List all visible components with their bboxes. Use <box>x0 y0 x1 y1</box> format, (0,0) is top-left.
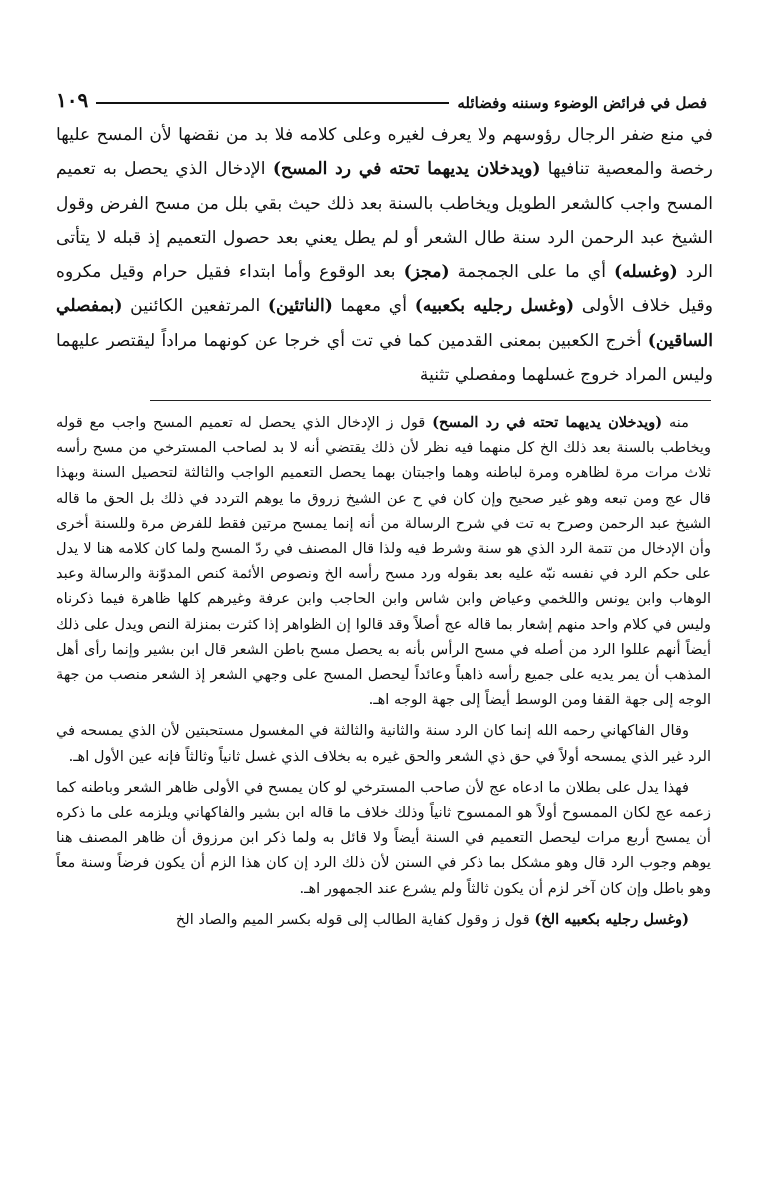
body-text: الإدخال الذي يحصل به تعميم المسح واجب كالشعر الطويل ويخاطب بالسنة بعد ذلك حيث بقي بلل من مسح الفرض وقول الشيخ عبد الرحمن الرد سنة طال الشعر أو لم يطل يعني بعد حصول التعميم إذ قبله لا يتأتى الرد <box>56 159 713 283</box>
body-text: قول ز وقول كفاية الطالب إلى قوله بكسر الميم والصاد الخ <box>175 910 535 928</box>
note-paragraph <box>56 775 711 901</box>
commentary-notes <box>56 410 711 938</box>
lemma-text: (بمفصلي الساقين) <box>56 296 713 351</box>
note-paragraph <box>56 907 711 932</box>
body-text: أي معهما <box>332 296 415 317</box>
lemma-text: (ويدخلان يديهما تحته في رد المسح) <box>272 159 541 180</box>
lemma-text: (وغسل رجليه بكعبيه) <box>414 296 575 317</box>
lemma-text: (ويدخلان يديهما تحته في رد المسح) <box>432 414 663 431</box>
chapter-title: فصل في فرائض الوضوء وسننه وفضائله <box>449 94 707 112</box>
body-text: قول ز الإدخال الذي يحصل له تعميم المسح واجب مع قوله ويخاطب بالسنة بعد ذلك الخ كل منهما فيه نظر لأن ذلك يقتضي أنه لا بد لصاحب المسترخي من مسح رأسه ثلاث مرات مرة لظاهره ومرة لباطنه وهما واجبتان بهما يحصل التعميم الواجب والثالثة لتحصيل السنة وبهذا قال عج ومن تبعه وهو غير صحيح وإن كان في ح عن الشيخ زروق ما يوهم التردد في ذلك بل الحق ما قاله الشيخ عبد الرحمن وصرح به تت في شرح الرسالة من أنه إنما يمسح مرتين فقط للفرض مرة وللسنة أخرى وأن الإدخال من تتمة الرد الذي هو سنة وشرط فيه ولذا قال المصنف في ردّ المسح ولما كان كلامه هنا لا يدل على حكم الرد في نفسه نبّه عليه بعد بقوله ورد مسح رأسه الخ ونصوص الأئمة كنص المدوّنة والرسالة وعبد الوهاب وابن يونس واللخمي وعياض وابن شاس وابن الحاجب وابن عرفة وغيرهم كلها ظاهرة فيما ذكرناه وليس في كلام واحد منهم إشعار بما قاله عج أصلاً وقد قالوا إن الظواهر إذا كثرت بمنزلة النص ويدل على ذلك أيضاً أنهم عللوا الرد من أصله في مسح الرأس بأنه به يحصل مسح باطن الشعر قال ابن بشير وإنما رأى أهل المذهب أن يمر يديه على جميع رأسه ذاهباً وعائداً ليحصل المسح على وجهي الشعر إذ الشعر منصب من جهة الوجه إلى جهة القفا ومن الوسط أيضاً إلى جهة الوجه اهـ. <box>56 414 711 709</box>
note-paragraph <box>56 410 711 712</box>
lemma-text: (وغسل رجليه بكعبيه الخ) <box>534 910 689 928</box>
body-text: أي ما على الجمجمة <box>449 262 614 283</box>
footnote-separator <box>150 400 711 401</box>
body-text: المرتفعين الكائنين <box>122 296 268 317</box>
body-text: في منع ضفر الرجال رؤوسهم ولا يعرف لغيره وعلى كلامه فلا بد من نقضها لأن المسح عليها رخصة والمعصية تنافيها <box>56 125 713 180</box>
body-text: أخرج الكعبين بمعنى القدمين كما في تت أي خرجا عن كونهما مراداً ليقتصر عليهما وليس المراد خروج غسلهما ومفصلي تثنية <box>56 330 713 386</box>
running-header <box>56 72 707 112</box>
body-text: بعد الوقوع وأما ابتداء فقيل حرام وقيل مكروه وقيل خلاف الأولى <box>56 262 714 317</box>
body-text: منه <box>662 414 690 431</box>
lemma-text: (مجز) <box>403 262 450 283</box>
lemma-text: (الناتئين) <box>267 296 333 317</box>
lemma-text: (وغسله) <box>614 262 678 283</box>
body-text: فهذا يدل على بطلان ما ادعاه عج لأن صاحب المسترخي لو كان يمسح في الأولى ظاهر الشعر وباطنه كما زعمه عج لكان الممسوح أولاً هو الممسوح ثانياً وذلك خلاف ما قاله ابن بشير والفاكهاني ويلزمه على ما ذكره أن يمسح أربع مرات ليحصل التعميم في السنة أيضاً ولا قائل به ولما ذكر ابن مرزوق أن ظاهر المصنف هنا يوهم وجوب الرد قال وهو مشكل بما ذكر في السنن لأن ذلك الرد إن كان هذا الزم أن يكون فرضاً وسنة معاً وهو باطل وإن كان آخر لزم أن يكون ثالثاً ولم يشرع عند الجمهور اهـ. <box>56 778 711 897</box>
main-text <box>56 118 713 392</box>
body-text: وقال الفاكهاني رحمه الله إنما كان الرد سنة والثانية والثالثة في المغسول مستحبتين لأن الذي يمسحه في الرد غير الذي يمسحه أولاً في حق ذي الشعر والحق غيره به بخلاف الذي غسل ثانياً وثالثاً فإنه عين الأول اهـ. <box>56 722 711 765</box>
note-paragraph <box>56 718 711 768</box>
page-number: ١٠٩ <box>56 88 96 112</box>
